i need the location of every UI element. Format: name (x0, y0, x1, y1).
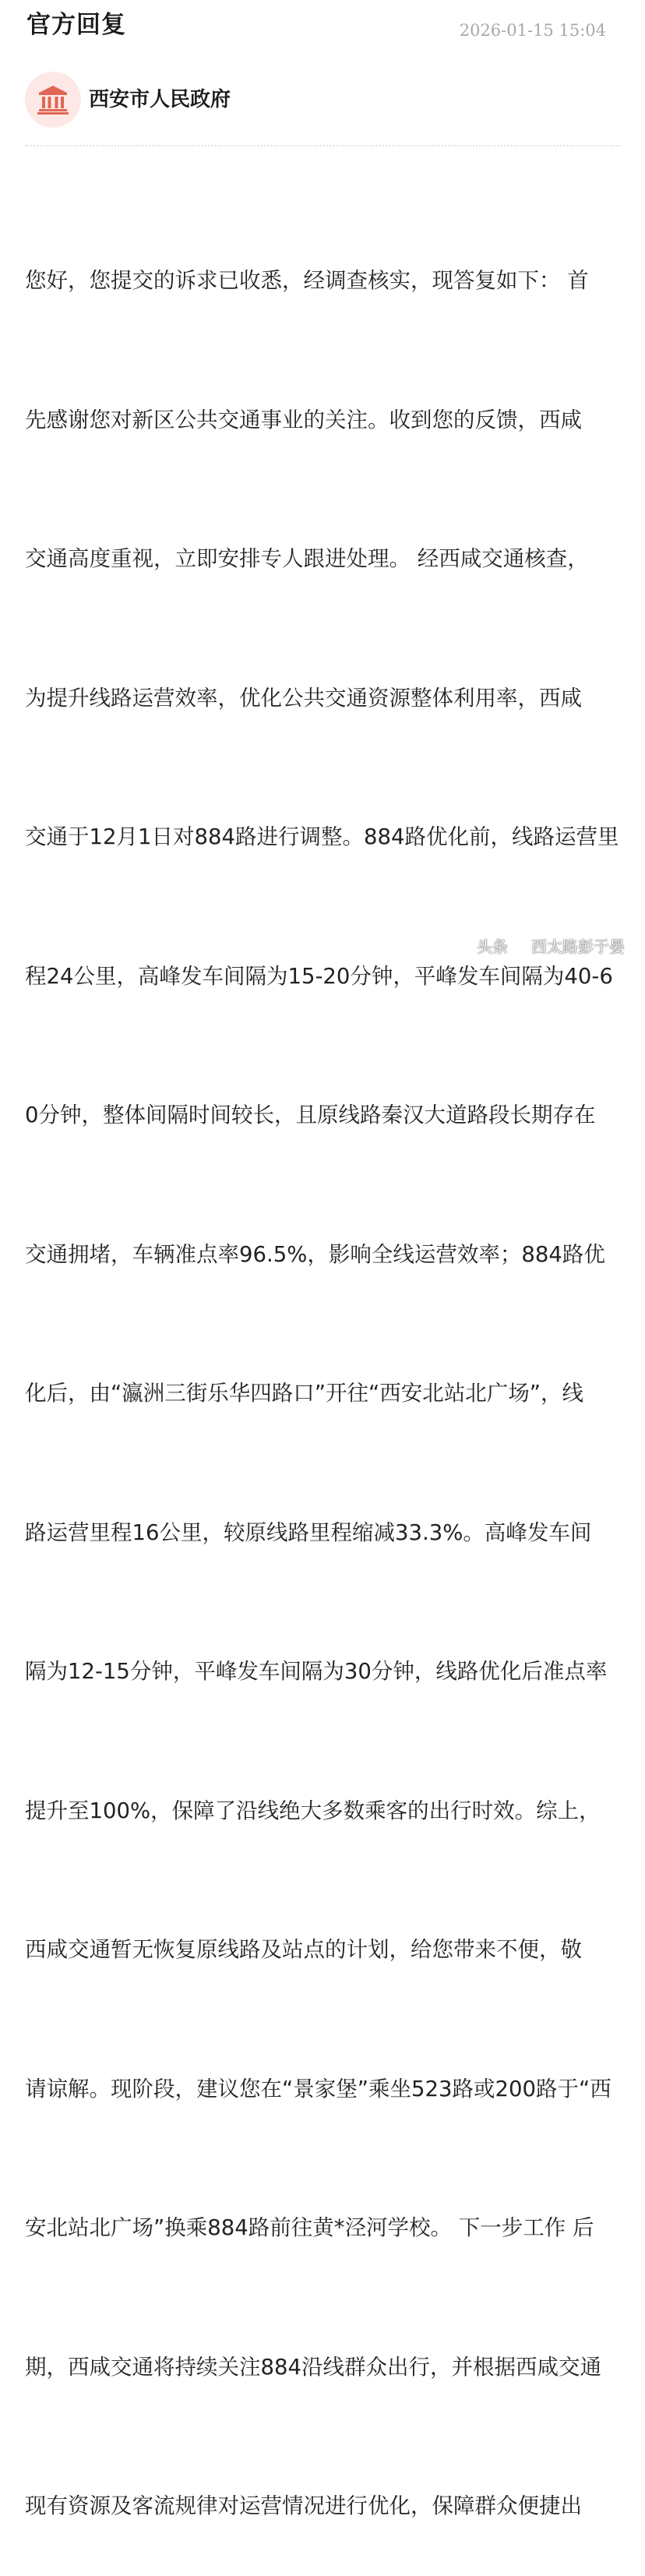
reply-line: 为提升线路运营效率，优化公共交通资源整体利用率，西咸 (25, 685, 582, 711)
responding-organization[interactable] (25, 72, 570, 128)
watermark-handle: 西太路彭于晏 (531, 937, 625, 956)
watermark-prefix: 头条 (477, 937, 508, 956)
reply-line: 化后，由“瀛洲三街乐华四路口”开往“西安北站北广场”，线 (25, 1381, 583, 1406)
divider (25, 145, 620, 146)
reply-line: 交通于12月1日对884路进行调整。884路优化前，线路运营里 (25, 824, 619, 849)
reply-line: 提升至100%，保障了沿线绝大多数乘客的出行时效。综上， (25, 1798, 601, 1823)
reply-line: 交通高度重视，立即安排专人跟进处理。 经西咸交通核查， (25, 546, 589, 571)
reply-line: 您好，您提交的诉求已收悉，经调查核实，现答复如下： 首 (25, 268, 589, 293)
reply-line: 隔为12-15分钟，平峰发车间隔为30分钟，线路优化后准点率 (25, 1659, 608, 1684)
reply-line: 西咸交通暂无恢复原线路及站点的计划，给您带来不便，敬 (25, 1937, 582, 1962)
avatar (25, 72, 81, 128)
reply-header (26, 8, 619, 47)
page-title: 官方回复 (26, 11, 126, 39)
reply-body (25, 165, 626, 2576)
reply-line: 程24公里，高峰发车间隔为15-20分钟，平峰发车间隔为40-6 (25, 963, 613, 989)
organization-name: 西安市人民政府 (89, 88, 231, 111)
government-building-icon (37, 84, 69, 115)
reply-line: 0分钟，整体间隔时间较长，且原线路秦汉大道路段长期存在 (25, 1103, 596, 1127)
reply-line: 现有资源及客流规律对运营情况进行优化，保障群众便捷出 (25, 2493, 582, 2518)
reply-line: 安北站北广场”换乘884路前往黄*泾河学校。 下一步工作 后 (25, 2215, 594, 2240)
reply-line: 路运营里程16公里，较原线路里程缩减33.3%。高峰发车间 (25, 1519, 592, 1545)
reply-timestamp: 2026-01-15 15:04 (459, 21, 606, 40)
reply-line: 期，西咸交通将持续关注884沿线群众出行，并根据西咸交通 (25, 2354, 601, 2380)
at-sign-icon (511, 938, 528, 955)
reply-line: 先感谢您对新区公共交通事业的关注。收到您的反馈，西咸 (25, 407, 582, 432)
watermark (477, 934, 625, 959)
reply-line: 请谅解。现阶段，建议您在“景家堡”乘坐523路或200路于“西 (25, 2076, 612, 2101)
reply-line: 交通拥堵，车辆准点率96.5%，影响全线运营效率；884路优 (25, 1241, 605, 1267)
